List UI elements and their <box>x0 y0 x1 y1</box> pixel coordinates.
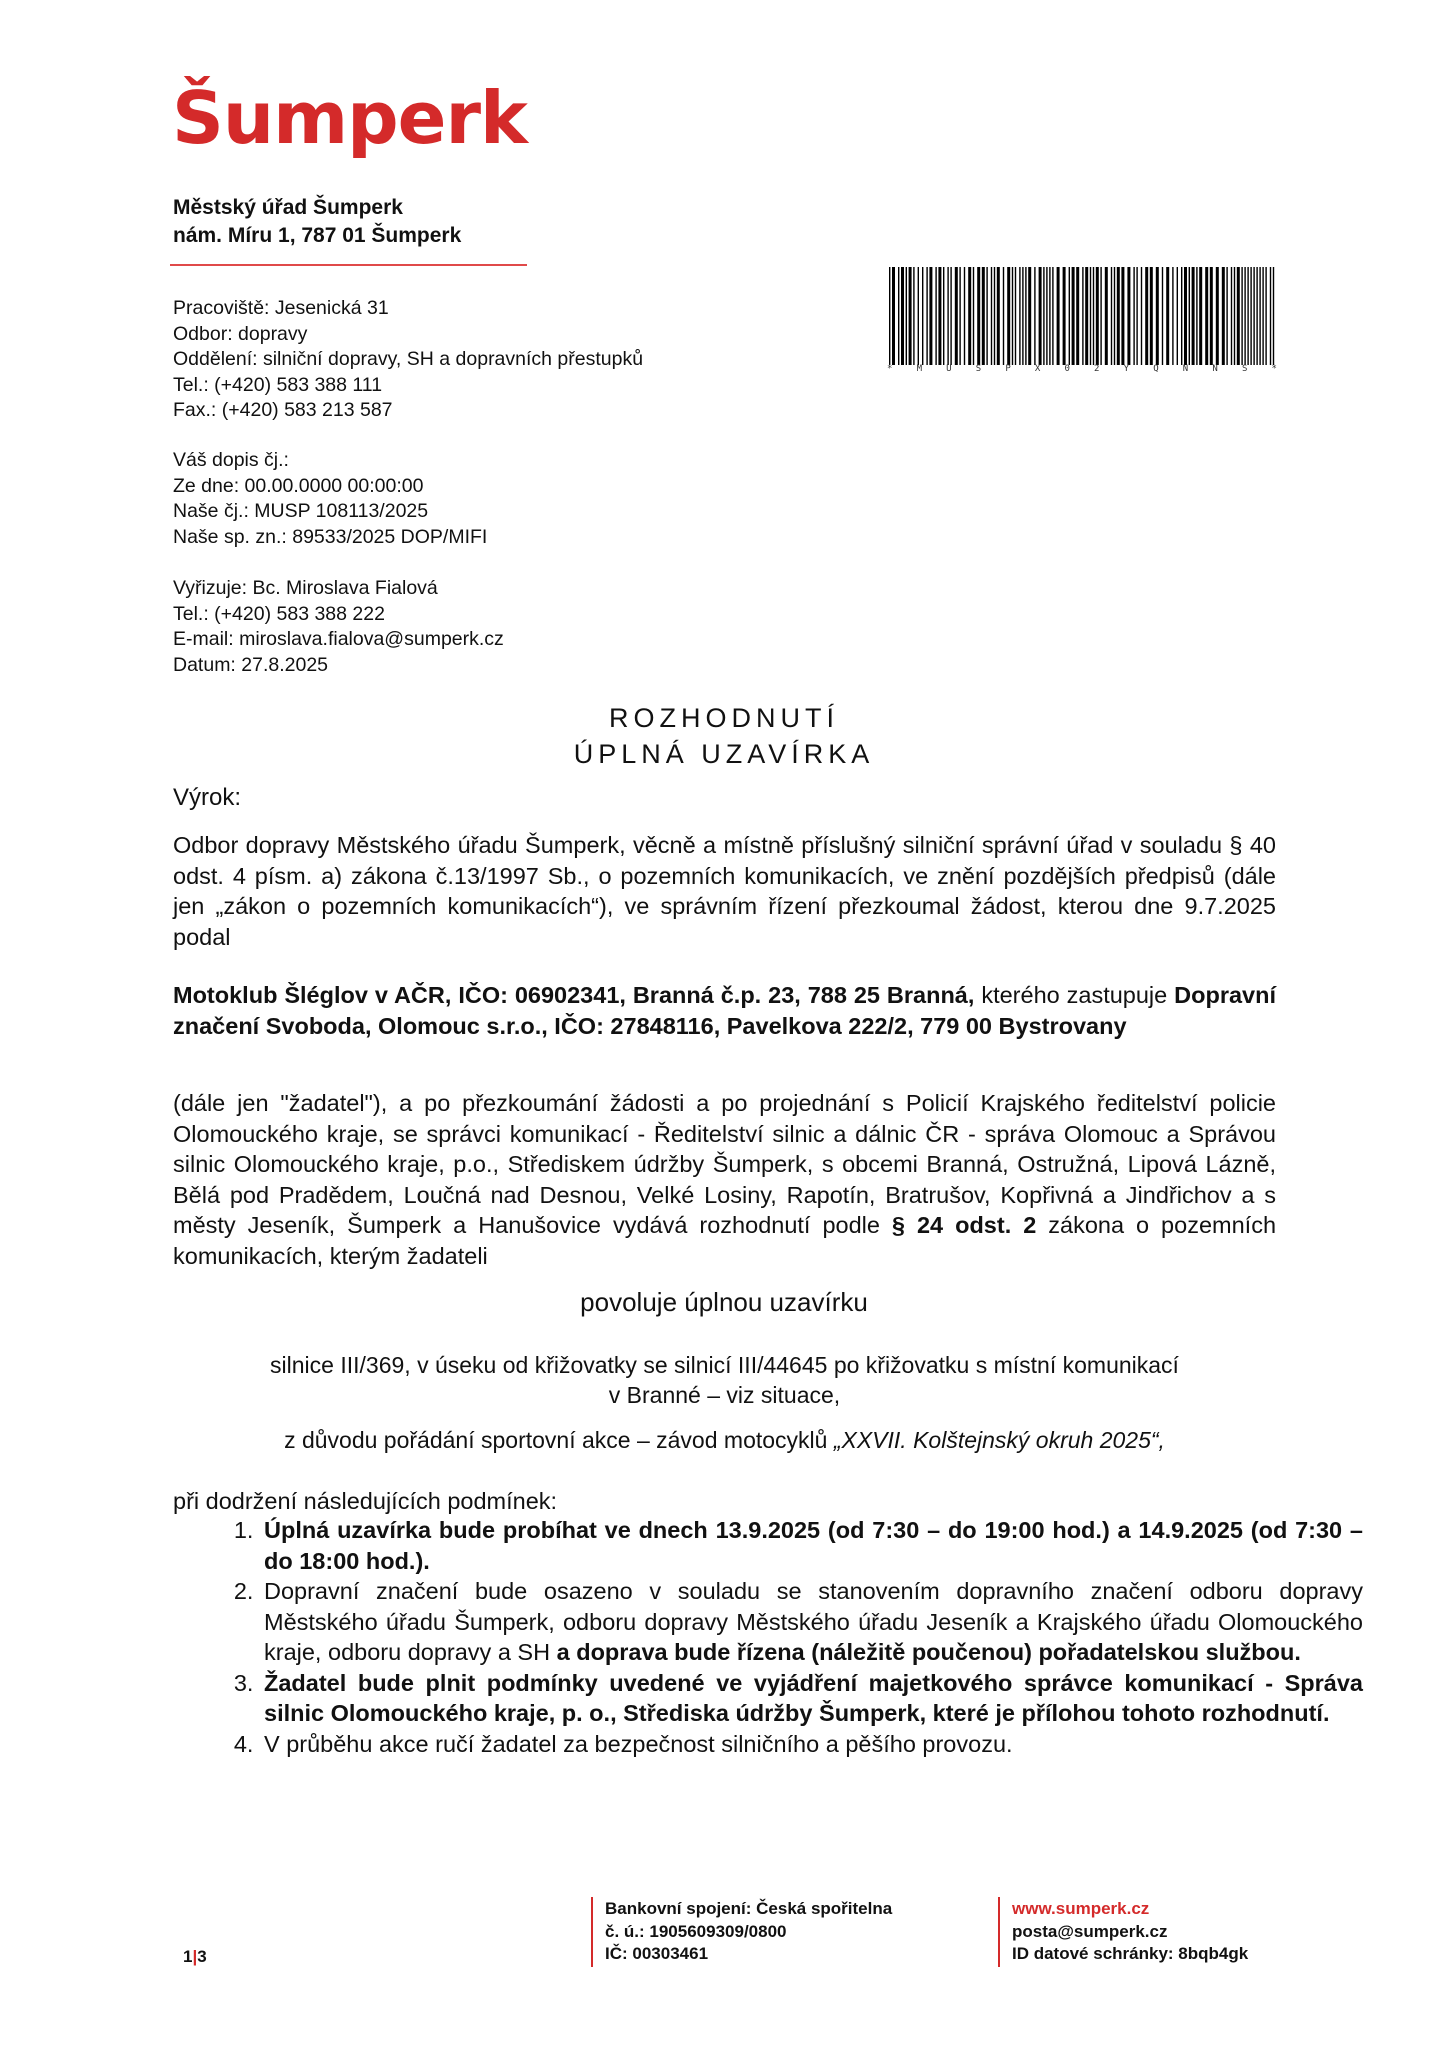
verdict-label: Výrok: <box>173 784 242 811</box>
condition-text: V průběhu akce ručí žadatel za bezpečnost silničního a pěšího provozu. <box>264 1730 1013 1757</box>
fax: Fax.: (+420) 583 213 587 <box>173 399 393 421</box>
conditions-label: při dodržení následujících podmínek: <box>173 1488 558 1514</box>
barcode-bar <box>1265 267 1266 365</box>
barcode-bar <box>1111 267 1112 365</box>
barcode-bar <box>1136 267 1137 365</box>
footer-divider <box>591 1897 593 1967</box>
barcode-char: S <box>975 364 982 374</box>
office-address <box>173 194 461 250</box>
barcode-bar <box>1117 267 1120 365</box>
page-current: 1 <box>183 1947 193 1966</box>
barcode-bar <box>1189 267 1190 365</box>
condition-item <box>260 1729 1363 1760</box>
barcode-bar <box>909 267 912 365</box>
barcode-bar <box>1216 267 1219 365</box>
footer-contact <box>1012 1898 1248 1966</box>
barcode-bar <box>1270 267 1271 365</box>
condition-item <box>260 1515 1363 1576</box>
barcode-bar <box>1072 267 1075 365</box>
email-link[interactable]: posta@sumperk.cz <box>1012 1921 1168 1941</box>
barcode-char: X <box>1034 364 1041 374</box>
applicant-name: Motoklub Šléglov v AČR, IČO: 06902341, Branná č.p. 23, 788 25 Branná, <box>173 982 975 1008</box>
workplace: Pracoviště: Jesenická 31 <box>173 297 389 319</box>
company-id: IČ: 00303461 <box>605 1944 709 1963</box>
condition-item <box>260 1576 1363 1668</box>
barcode-bar <box>1069 267 1070 365</box>
barcode-char: 0 <box>1064 364 1070 374</box>
barcode-bar <box>982 267 985 365</box>
barcode-bar <box>1181 267 1182 365</box>
event-name: „XXVII. Kolštejnský okruh 2025“, <box>833 1427 1165 1453</box>
barcode-bar <box>1025 267 1026 365</box>
barcode-bar <box>977 267 980 365</box>
footer-bank <box>605 1898 892 1966</box>
barcode-bar <box>1019 267 1020 365</box>
applicant-connector: kterého zastupuje <box>974 982 1175 1008</box>
barcode-bar <box>1205 267 1208 365</box>
barcode-char: M <box>916 364 922 374</box>
barcode-bar <box>943 267 944 365</box>
barcode-char: P <box>1005 364 1011 374</box>
barcode-bar <box>1049 267 1050 365</box>
barcode-bar <box>1210 267 1213 365</box>
document-date: Datum: 27.8.2025 <box>173 653 329 676</box>
barcode-char: N <box>1212 364 1218 374</box>
barcode-bar <box>1199 267 1202 365</box>
road-line-1: silnice III/369, v úseku od křižovatky se silnicí III/44645 po křižovatku s místní komunikací <box>270 1352 1179 1378</box>
barcode-bar <box>986 267 987 365</box>
contact-block <box>173 296 643 424</box>
from-date: Ze dne: 00.00.0000 00:00:00 <box>173 474 424 497</box>
page-number <box>183 1947 207 1967</box>
barcode-bar <box>1127 267 1130 365</box>
condition-text: Dopravní značení bude osazeno v souladu se stanovením dopravního značení odboru dopravy Městského úřadu Šumperk, odboru dopravy Městského úřadu Jeseník a Krajského úřadu Olomouckého kraje, odboru dopravy a SH <box>264 1578 1363 1665</box>
barcode-bar <box>1034 267 1035 365</box>
your-letter-ref: Váš dopis čj.: <box>173 449 289 471</box>
conditions-list <box>173 1515 1363 1759</box>
office-name: Městský úřad Šumperk <box>173 196 403 219</box>
page-total: 3 <box>197 1947 207 1966</box>
handler-name: Vyřizuje: Bc. Miroslava Fialová <box>173 577 438 599</box>
our-ref: Naše čj.: MUSP 108113/2025 <box>173 500 429 522</box>
barcode-bar <box>1133 267 1134 365</box>
barcode-bar <box>1244 267 1245 365</box>
barcode-char: S <box>1241 364 1248 374</box>
applicant-paragraph <box>173 980 1276 1041</box>
office-street: nám. Míru 1, 787 01 Šumperk <box>173 224 462 247</box>
barcode-bar <box>1063 267 1066 365</box>
barcode-bar <box>938 267 941 365</box>
barcode-bar <box>1166 267 1169 365</box>
website-link[interactable]: www.sumperk.cz <box>1012 1899 1150 1918</box>
barcode-bar <box>1256 267 1257 365</box>
condition-bold: a doprava bude řízena (náležitě poučenou) pořadatelskou službou. <box>556 1639 1301 1665</box>
barcode <box>887 267 1277 365</box>
barcode-bar <box>991 267 992 365</box>
barcode-bar <box>922 267 923 365</box>
barcode-bar <box>959 267 960 365</box>
page-separator: | <box>192 1947 198 1966</box>
barcode-bar <box>926 267 927 365</box>
document-subtitle: ÚPLNÁ UZAVÍRKA <box>573 739 875 769</box>
barcode-bar <box>1150 267 1153 365</box>
barcode-bar <box>1156 267 1159 365</box>
barcode-bar <box>1015 267 1016 365</box>
barcode-bar <box>1145 267 1148 365</box>
barcode-bar <box>1234 267 1235 365</box>
barcode-char: 2 <box>1094 364 1100 374</box>
barcode-bar <box>1012 267 1013 365</box>
barcode-bar <box>901 267 904 365</box>
barcode-bar <box>1105 267 1108 365</box>
barcode-char: * <box>887 364 893 374</box>
barcode-bar <box>1192 267 1195 365</box>
barcode-bar <box>1114 267 1115 365</box>
barcode-bar <box>1057 267 1060 365</box>
barcode-bar <box>968 267 971 365</box>
barcode-char: Q <box>1153 364 1159 374</box>
reason-line <box>173 1425 1276 1455</box>
barcode-bar <box>950 267 951 365</box>
bank-account: č. ú.: 1905609309/0800 <box>605 1921 787 1941</box>
condition-bold: Úplná uzavírka bude probíhat ve dnech 13.9.2025 (od 7:30 – do 19:00 hod.) a 14.9.2025 (od 7:30 – do 18:00 hod.). <box>264 1517 1363 1574</box>
barcode-bar <box>1022 267 1023 365</box>
barcode-bar <box>1052 267 1053 365</box>
barcode-bar <box>1231 267 1232 365</box>
barcode-bar <box>1172 267 1173 365</box>
body-text: (dále jen "žadatel"), a po přezkoumání žádosti a po projednání s Policií Krajského ředitelství policie Olomouckého kraje, se správci komunikací - Ředitelství silnic a dálnic ČR - správa Olomouc a Správou silnic Olomouckého kraje, p.o., Střediskem údržby Šumperk, s obcemi Branná, Ostružná, Lipová Lázně, Bělá pod Pradědem, Loučná nad Desnou, Velké Losiny, Rapotín, Bratrušov, Kopřivná a Jindřichov a s městy Jeseník, Šumperk a Hanušovice vydává rozhodnutí podle <box>173 1090 1276 1238</box>
barcode-bar <box>997 267 1000 365</box>
section: Oddělení: silniční dopravy, SH a dopravních přestupků <box>173 348 644 370</box>
barcode-bar <box>1237 267 1240 365</box>
barcode-bar <box>1250 267 1251 365</box>
road-line-2: v Branné – viz situace, <box>608 1382 841 1408</box>
barcode-bar <box>935 267 936 365</box>
barcode-char: * <box>1271 364 1277 374</box>
barcode-char: U <box>946 364 952 374</box>
handler-block <box>173 576 504 678</box>
barcode-bar <box>1253 267 1254 365</box>
barcode-bar <box>1247 267 1248 365</box>
barcode-bar <box>1100 267 1101 365</box>
barcode-bar <box>918 267 919 365</box>
footer-divider <box>998 1897 1000 1967</box>
condition-bold: Žadatel bude plnit podmínky uvedené ve vyjádření majetkového správce komunikací - Správa silnic Olomouckého kraje, p. o., Střediska údržby Šumperk, které je přílohou tohoto rozhodnutí. <box>264 1669 1363 1726</box>
barcode-bar <box>994 267 995 365</box>
barcode-bar <box>1007 267 1010 365</box>
handler-email: E-mail: miroslava.fialova@sumperk.cz <box>173 628 504 650</box>
barcode-bar <box>889 267 890 365</box>
barcode-bar <box>1222 267 1225 365</box>
barcode-bar <box>1141 267 1142 365</box>
handler-phone: Tel.: (+420) 583 388 222 <box>173 602 385 625</box>
barcode-bar <box>1184 267 1187 365</box>
barcode-bar <box>1082 267 1083 365</box>
barcode-bar <box>892 267 895 365</box>
reference-block <box>173 448 487 550</box>
databox-id: ID datové schránky: 8bqb4gk <box>1012 1944 1249 1963</box>
barcode-bar <box>1028 267 1031 365</box>
barcode-bar <box>1241 267 1242 365</box>
barcode-bar <box>1259 267 1260 365</box>
barcode-bar <box>913 267 914 365</box>
barcode-char: N <box>1182 364 1189 374</box>
document-title: ROZHODNUTÍ <box>609 703 839 733</box>
barcode-bar <box>1076 267 1079 365</box>
barcode-bar <box>1093 267 1094 365</box>
header-divider <box>170 264 527 266</box>
condition-item <box>260 1668 1363 1729</box>
reason-text: z důvodu pořádání sportovní akce – závod motocyklů <box>284 1427 834 1453</box>
barcode-bar <box>1039 267 1042 365</box>
phone: Tel.: (+420) 583 388 111 <box>173 373 383 396</box>
barcode-bar <box>929 267 932 365</box>
applicant-representative: Dopravní značení Svoboda, Olomouc s.r.o., IČO: 27848116, Pavelkova 222/2, 779 00 Bystrovany <box>173 982 1277 1039</box>
road-description <box>173 1350 1276 1410</box>
barcode-bar <box>1085 267 1088 365</box>
barcode-bar <box>1273 267 1274 365</box>
barcode-bar <box>1046 267 1047 365</box>
intro-paragraph: Odbor dopravy Městského úřadu Šumperk, věcně a místně příslušný silniční správní úřad v souladu § 40 odst. 4 písm. a) zákona č.13/1997 Sb., o pozemních komunikacích, ve znění pozdějších předpisů (dále jen „zákon o pozemních komunikacích“), ve správním řízení přezkoumal žádost, kterou dne 9.7.2025 podal <box>173 832 1276 950</box>
barcode-bar <box>1090 267 1091 365</box>
barcode-bar <box>964 267 965 365</box>
barcode-bar <box>1262 267 1263 365</box>
barcode-code <box>887 364 1277 374</box>
city-logo: Šumperk <box>172 76 527 160</box>
barcode-bar <box>1196 267 1197 365</box>
barcode-bar <box>1121 267 1124 365</box>
body-text-end: zákona o pozemních komunikacích, kterým žadateli <box>173 1212 1277 1269</box>
grant-heading: povoluje úplnou uzavírku <box>580 1287 868 1317</box>
barcode-bar <box>906 267 907 365</box>
body-law-ref: § 24 odst. 2 <box>891 1212 1037 1238</box>
barcode-bar <box>1096 267 1099 365</box>
barcode-bar <box>1226 267 1227 365</box>
barcode-bar <box>973 267 974 365</box>
bank-name: Bankovní spojení: Česká spořitelna <box>605 1899 893 1918</box>
body-paragraph <box>173 1088 1276 1271</box>
barcode-bar <box>955 267 958 365</box>
department: Odbor: dopravy <box>173 322 308 345</box>
our-file: Naše sp. zn.: 89533/2025 DOP/MIFI <box>173 525 488 548</box>
barcode-bar <box>1003 267 1004 365</box>
barcode-bar <box>947 267 948 365</box>
barcode-bar <box>898 267 899 365</box>
barcode-bar <box>1162 267 1163 365</box>
barcode-bar <box>1043 267 1044 365</box>
barcode-char: Y <box>1123 364 1130 374</box>
barcode-bar <box>1177 267 1178 365</box>
